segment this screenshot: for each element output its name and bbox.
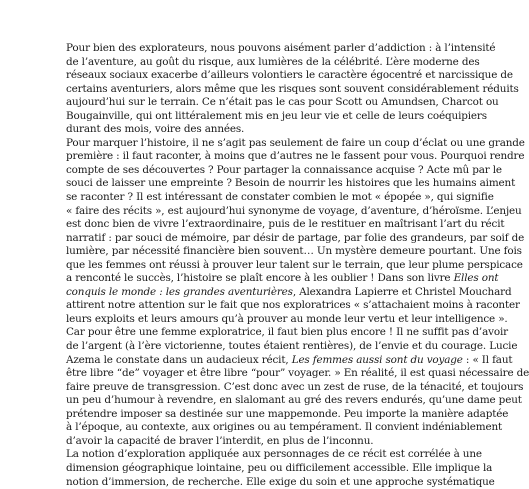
text-line bbox=[66, 272, 438, 286]
text-run: Azema le constate dans un audacieux récit, bbox=[66, 354, 292, 366]
text-line bbox=[66, 476, 438, 489]
text-line bbox=[66, 191, 438, 205]
text-line bbox=[66, 218, 438, 232]
text-run: d’avoir la capacité de braver l’interdit, en plus de l’inconnu. bbox=[66, 435, 373, 447]
text-run: à l’époque, au contexte, aux origines ou au tempérament. Il convient indéniablement bbox=[66, 421, 502, 433]
italic-text: Elles ont bbox=[454, 272, 499, 284]
text-line bbox=[66, 326, 438, 340]
text-run: de l’aventure, au goût du risque, aux lumières de la célébrité. L’ère moderne des bbox=[66, 56, 480, 68]
text-line bbox=[66, 435, 438, 449]
text-run: un peu d’humour à revendre, en slalomant au gré des revers endurés, qu’une dame peut bbox=[66, 394, 522, 406]
text-line bbox=[66, 69, 438, 83]
text-line bbox=[66, 299, 438, 313]
text-run: attirent notre attention sur le fait que nos exploratrices « s’attachaient moins à raconter bbox=[66, 299, 520, 311]
text-run: : « Il faut bbox=[463, 354, 513, 366]
text-line bbox=[66, 42, 438, 56]
text-run: Bougainville, qui ont littéralement mis en jeu leur vie et celle de leurs coéquipiers bbox=[66, 110, 487, 122]
text-run: être libre “de” voyager et être libre “pour” voyager. » En réalité, il est quasi nécessaire de bbox=[66, 367, 529, 379]
paragraph bbox=[66, 137, 438, 449]
italic-text: Les femmes aussi sont du voyage bbox=[292, 354, 463, 366]
text-run: se raconter ? Il est intéressant de constater combien le mot « épopée », qui signifie bbox=[66, 191, 494, 203]
text-line bbox=[66, 421, 438, 435]
paragraph bbox=[66, 42, 438, 137]
text-run: certains aventuriers, alors même que les risques sont souvent considérablement réduits bbox=[66, 83, 519, 95]
text-line bbox=[66, 150, 438, 164]
text-run: compte de ses découvertes ? Pour partager la connaissance acquise ? Acte mû par le bbox=[66, 164, 502, 176]
text-run: prétendre imposer sa destinée sur une mappemonde. Peu importe la manière adaptée bbox=[66, 408, 508, 420]
text-run: narratif : par souci de mémoire, par désir de partage, par folie des grandeurs, par soif de bbox=[66, 232, 524, 244]
text-run: que les femmes ont réussi à prouver leur talent sur le terrain, que leur plume perspicace bbox=[66, 259, 523, 271]
text-run: Pour bien des explorateurs, nous pouvons aisément parler d’addiction : à l’intensité bbox=[66, 42, 495, 54]
text-line bbox=[66, 83, 438, 97]
text-line bbox=[66, 408, 438, 422]
text-run: Car pour être une femme exploratrice, il faut bien plus encore ! Il ne suffit pas d’avoir bbox=[66, 326, 508, 338]
text-line bbox=[66, 245, 438, 259]
italic-text: conquis le monde : les grandes aventurières bbox=[66, 286, 293, 298]
text-run: dimension géographique lointaine, peu ou difficilement accessible. Elle implique la bbox=[66, 462, 492, 474]
text-run: première : il faut raconter, à moins que d’autres ne le fassent pour vous. Pourquoi rendre bbox=[66, 150, 524, 162]
text-run: leurs exploits et leurs amours qu’à prouver au monde leur vertu et leur intelligence ». bbox=[66, 313, 508, 325]
text-line bbox=[66, 56, 438, 70]
text-run: notion d’immersion, de recherche. Elle exige du soin et une approche systématique bbox=[66, 476, 495, 488]
text-run: de l’argent (à l’ère victorienne, toutes étaient rentières), de l’envie et du courage. Lucie bbox=[66, 340, 517, 352]
text-line bbox=[66, 286, 438, 300]
text-line bbox=[66, 205, 438, 219]
text-run: réseaux sociaux exacerbe d’ailleurs volontiers le caractère égocentré et narcissique de bbox=[66, 69, 513, 81]
text-run: lumière, par nécessité financière bien souvent… Un mystère demeure pourtant. Une fois bbox=[66, 245, 522, 257]
text-line bbox=[66, 110, 438, 124]
text-run: Pour marquer l’histoire, il ne s’agit pas seulement de faire un coup d’éclat ou une grande bbox=[66, 137, 525, 149]
text-run: La notion d’exploration appliquée aux personnages de ce récit est corrélée à une bbox=[66, 448, 482, 460]
text-line bbox=[66, 462, 438, 476]
paragraph bbox=[66, 448, 438, 489]
text-run: a renconté le succès, l’histoire se plaît encore à les oublier ! Dans son livre bbox=[66, 272, 454, 284]
text-line bbox=[66, 354, 438, 368]
text-line bbox=[66, 448, 438, 462]
article-body bbox=[66, 42, 438, 489]
text-run: aujourd’hui sur le terrain. Ce n’était pas le cas pour Scott ou Amundsen, Charcot ou bbox=[66, 96, 499, 108]
text-run: « faire des récits », est aujourd’hui synonyme de voyage, d’aventure, d’héroïsme. L’enjeu bbox=[66, 205, 522, 217]
text-line bbox=[66, 313, 438, 327]
text-line bbox=[66, 177, 438, 191]
text-run: faire preuve de transgression. C’est donc avec un zest de ruse, de la ténacité, et toujours bbox=[66, 381, 523, 393]
text-line bbox=[66, 259, 438, 273]
text-line bbox=[66, 340, 438, 354]
text-line bbox=[66, 96, 438, 110]
text-run: souci de laisser une empreinte ? Besoin de nourrir les histoires que les humains aiment bbox=[66, 177, 515, 189]
text-run: , Alexandra Lapierre et Christel Mouchard bbox=[293, 286, 512, 298]
text-line bbox=[66, 137, 438, 151]
text-line bbox=[66, 123, 438, 137]
text-run: durant des mois, voire des années. bbox=[66, 123, 244, 135]
text-line bbox=[66, 232, 438, 246]
text-line bbox=[66, 164, 438, 178]
text-run: est donc bien de vivre l’extraordinaire, puis de le restituer en maîtrisant l’art du récit bbox=[66, 218, 504, 230]
text-line bbox=[66, 381, 438, 395]
text-line bbox=[66, 367, 438, 381]
text-line bbox=[66, 394, 438, 408]
